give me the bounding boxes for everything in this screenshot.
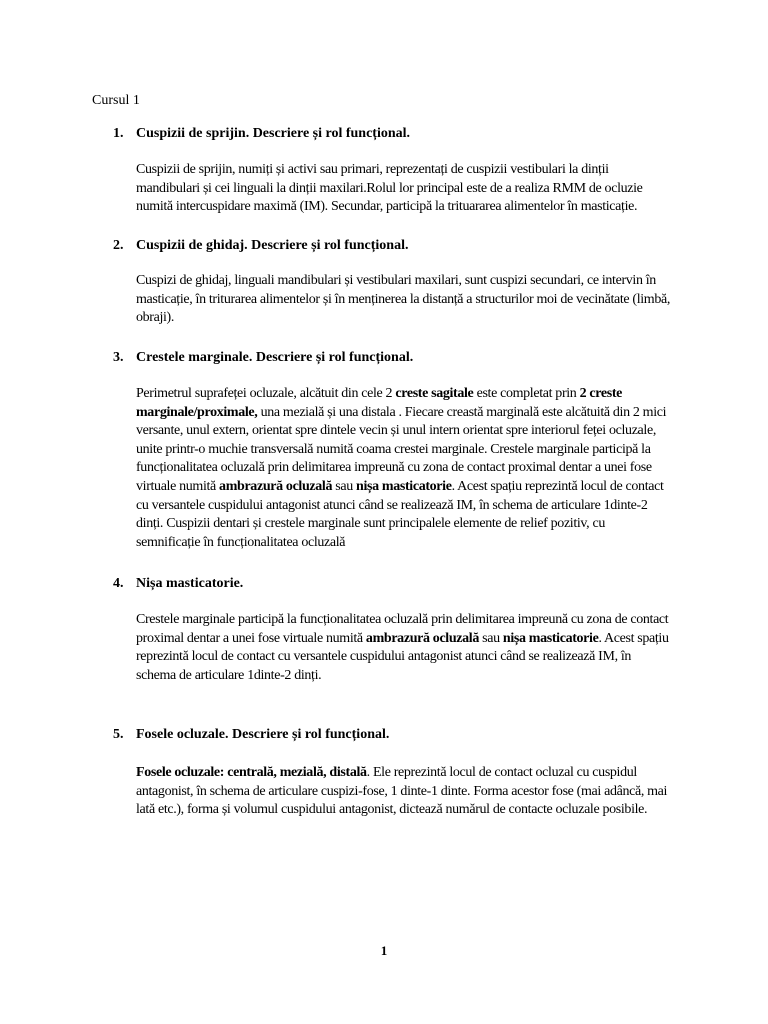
section-3-number: 3.: [113, 350, 124, 365]
section-2-title: Cuspizii de ghidaj. Descriere și rol funcțional.: [136, 238, 409, 253]
section-3-text: una mezială și una distala . Fiecare creastă marginală este alcătuită din 2 mici versante, unul extern, orientat spre dintele vecin și unul intern orientat spre interiorul feței ocluzale, unite printr-o muchie transversală numită coama crestei marginale. Crestele marginale participă la funcționalitatea ocluzală prin delimitarea impreună cu zona de contact proximal dentar a unei fose virtuale numită: [136, 404, 667, 494]
section-1-heading: [113, 125, 410, 143]
section-1-title: Cuspizii de sprijin. Descriere și rol funcțional.: [136, 126, 411, 141]
section-4-body: [136, 611, 672, 685]
term-creste-marginale: 2 creste marginale/proximale,: [136, 386, 623, 420]
section-2-body: Cuspizi de ghidaj, linguali mandibulari și vestibulari maxilari, sunt cuspizi secundari, ce intervin în masticație, în triturarea alimentelor și în menținerea la distanță a structurilor moi de vecinătate (limbă, obraji).: [136, 273, 671, 326]
term-ambrazura-ocluzala: ambrazură ocluzală: [365, 630, 479, 646]
section-3-text: este completat prin: [473, 386, 580, 401]
section-5-body: [136, 764, 672, 820]
section-3-text: Perimetrul suprafeței ocluzale, alcătuit din cele 2: [136, 386, 396, 401]
section-2-number: 2.: [113, 238, 124, 253]
section-4-text: Crestele marginale participă la funcționalitatea ocluzală prin delimitarea impreună cu zona de contact proximal dentar a unei fose virtuale numită: [136, 612, 669, 646]
section-5-heading: [113, 726, 389, 744]
term-creste-sagitale: creste sagitale: [395, 386, 474, 401]
section-5-number: 5.: [113, 727, 124, 742]
section-4-title: Nișa masticatorie.: [136, 576, 244, 591]
course-title: Cursul 1: [92, 93, 140, 108]
section-5-text: . Ele reprezintă locul de contact ocluzal cu cuspidul antagonist, în schema de articulare cuspizi-fose, 1 dinte-1 dinte. Forma acestor fose (mai adâncă, mai lată etc.), forma și volumul cuspidului antagonist, dictează numărul de contacte ocluzale posibile.: [136, 765, 668, 818]
term-ambrazura-ocluzala: ambrazură ocluzală: [219, 478, 333, 494]
section-4-heading: [113, 575, 243, 593]
section-3-body: [136, 385, 672, 552]
section-4-number: 4.: [113, 576, 124, 591]
section-2-heading: [113, 237, 408, 255]
section-3-heading: [113, 349, 413, 367]
section-1-number: 1.: [113, 126, 124, 141]
term-fosele-ocluzale: Fosele ocluzale: centrală, mezială, distală: [136, 765, 367, 780]
section-3-text: . Acest spațiu reprezintă locul de contact cu versantele cuspidului antagonist atunci când se realizează IM, în schema de articulare 1dinte-2 dinți. Cuspizii dentari și crestele marginale sunt principalele elemente de relief pozitiv, cu semnificație în funcționalitatea ocluzală: [136, 478, 664, 550]
page-number: 1: [380, 943, 388, 958]
term-nisa-masticatorie: nișa masticatorie: [502, 630, 599, 646]
section-4-text: sau: [479, 630, 503, 646]
section-3-text: sau: [332, 478, 357, 494]
term-nisa-masticatorie: nișa masticatorie: [356, 478, 452, 494]
section-3-title: Crestele marginale. Descriere și rol funcțional.: [136, 350, 414, 365]
section-1-body: Cuspizii de sprijin, numiți și activi sau primari, reprezentați de cuspizii vestibulari la dinții mandibulari și cei linguali la dinții maxilari.Rolul lor principal este de a realiza RMM de ocluzie numită intercuspidare maximă (IM). Secundar, participă la trituararea alimentelor în masticație.: [136, 162, 643, 215]
section-4-text: . Acest spațiu reprezintă locul de contact cu versantele cuspidului antagonist atunci când se realizează IM, în schema de articulare 1dinte-2 dinți.: [136, 630, 669, 683]
section-5-title: Fosele ocluzale. Descriere și rol funcțional.: [136, 727, 390, 742]
